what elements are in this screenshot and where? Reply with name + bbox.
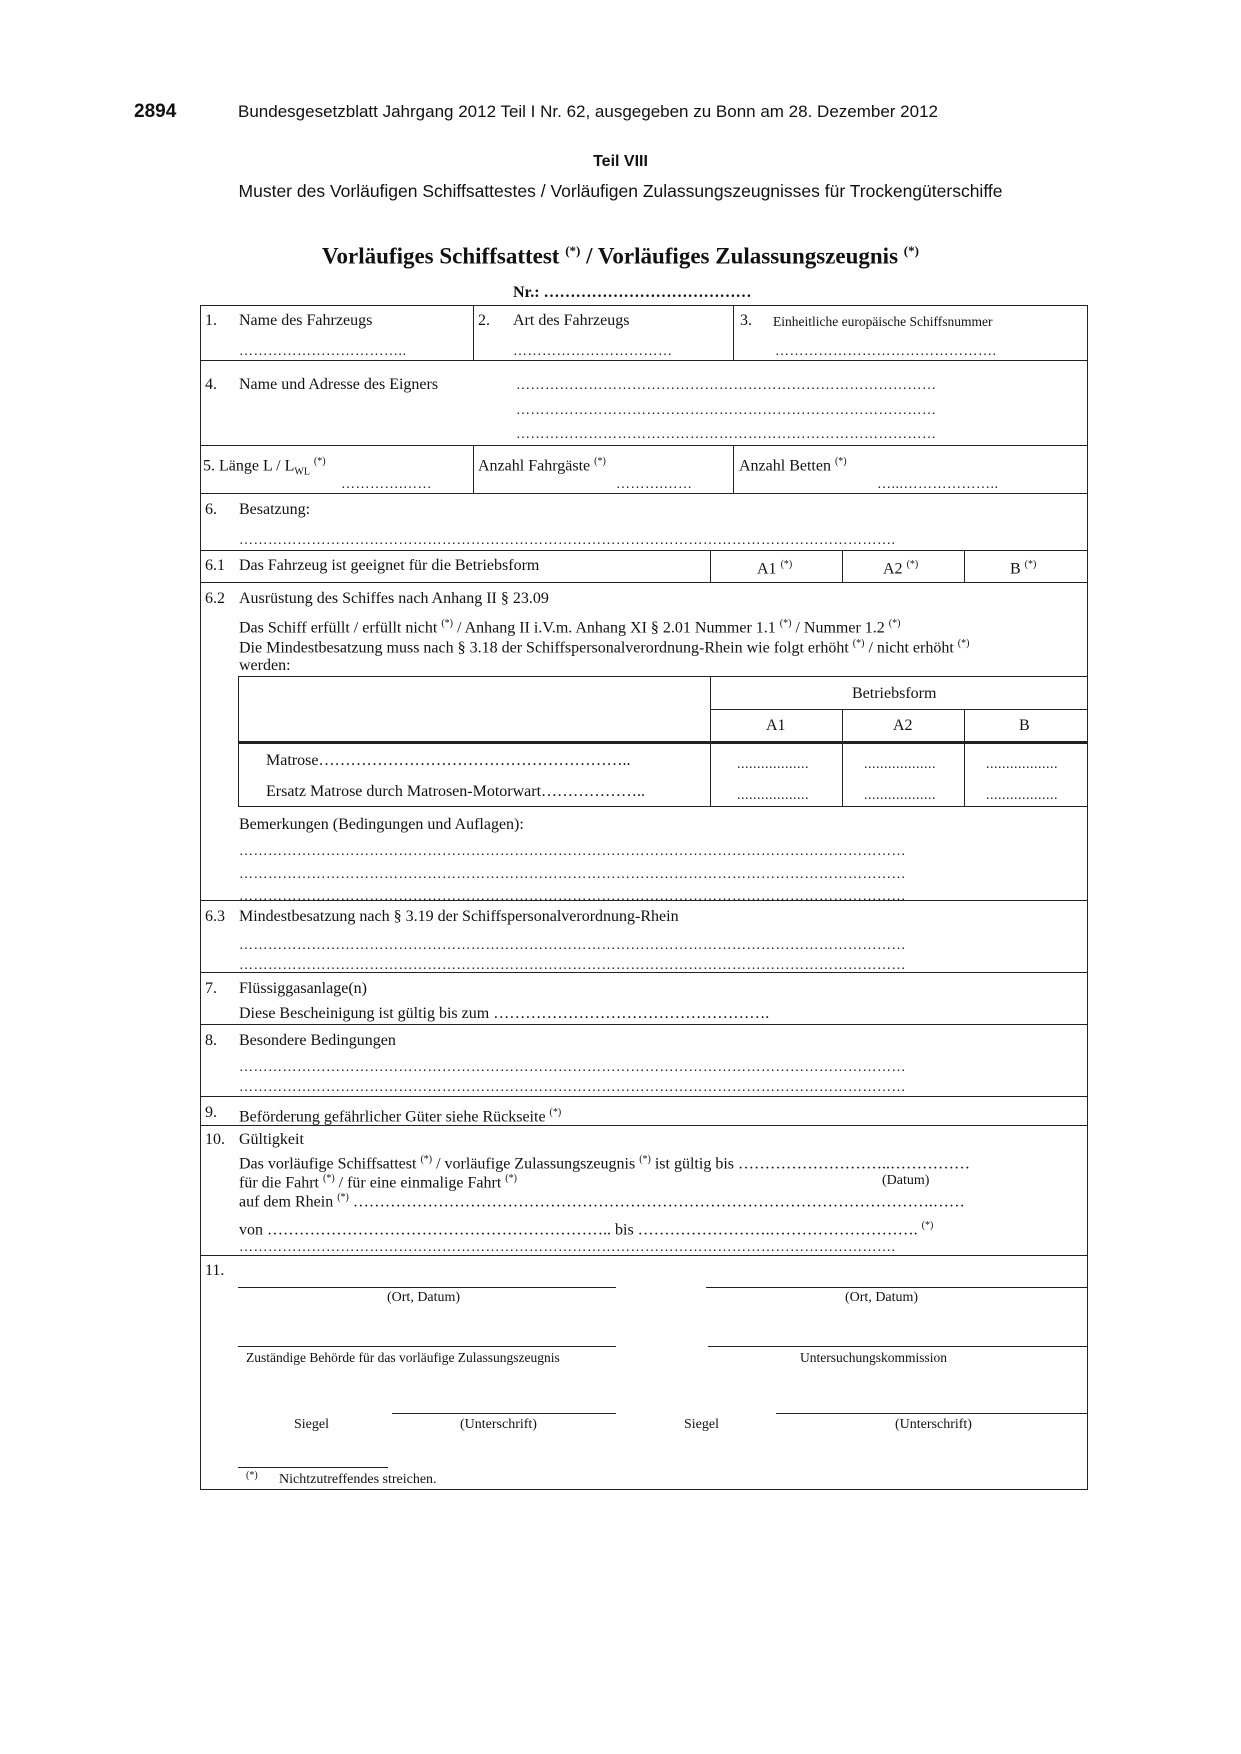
passengers-field[interactable]: ……….……: [616, 477, 693, 492]
ersatz-label: Ersatz Matrose durch Matrosen-Motorwart………………..: [266, 783, 646, 800]
eni-number-field[interactable]: ……………………………………….: [775, 344, 997, 359]
field-2-label: Art des Fahrzeugs: [513, 312, 630, 329]
bemerkungen-line-3[interactable]: …………………………………………………………………………………………………………………………: [239, 889, 906, 904]
unterschrift-left: (Unterschrift): [460, 1417, 537, 1432]
field-5-label: 5. Länge L / $L_{WL}$ (*): [203, 456, 326, 478]
field-10-line-1: Das vorläufige Schiffsattest (*) / vorläufige Zulassungszeugnis (*) ist gültig bis ………………………..……………: [239, 1154, 970, 1173]
field-9-number: 9.: [205, 1104, 217, 1121]
option-b[interactable]: B (*): [1010, 559, 1037, 578]
field-10-label: Gültigkeit: [239, 1131, 304, 1148]
matrose-b-field[interactable]: ..................: [986, 757, 1058, 772]
min-crew-line-1[interactable]: …………………………………………………………………………………………………………………………: [239, 938, 906, 953]
footnote-text: Nichtzutreffendes streichen.: [279, 1472, 437, 1487]
siegel-left: Siegel: [294, 1417, 329, 1432]
option-a1[interactable]: A1 (*): [757, 559, 793, 578]
owner-address-line-3[interactable]: ……………………………………………………………………………: [516, 427, 937, 442]
matrose-a1-field[interactable]: ..................: [737, 757, 809, 772]
field-4-label: Name und Adresse des Eigners: [239, 376, 439, 393]
ort-datum-right: (Ort, Datum): [845, 1290, 919, 1305]
field-3-label: Einheitliche europäische Schiffsnummer: [773, 314, 993, 329]
footnote-mark: (*): [246, 1470, 258, 1481]
field-7-validity: Diese Bescheinigung ist gültig bis zum …………………………………………….: [239, 1005, 770, 1022]
datum-caption: (Datum): [882, 1173, 930, 1188]
field-4-number: 4.: [205, 376, 217, 393]
ersatz-a1-field[interactable]: ..................: [737, 788, 809, 803]
ersatz-a2-field[interactable]: ..................: [864, 788, 936, 803]
field-6-2-title: Ausrüstung des Schiffes nach Anhang II § 23.09: [239, 590, 549, 607]
field-6-2-line-3: werden:: [239, 657, 291, 674]
field-1-label: Name des Fahrzeugs: [239, 312, 373, 329]
conditions-line-2[interactable]: …………………………………………………………………………………………………………………………: [239, 1080, 906, 1095]
min-crew-line-2[interactable]: …………………………………………………………………………………………………………………………: [239, 958, 906, 973]
owner-address-line-2[interactable]: ……………………………………………………………………………: [516, 403, 937, 418]
field-6-label: Besatzung:: [239, 501, 311, 518]
kommission-caption: Untersuchungskommission: [800, 1350, 947, 1365]
page-number: 2894: [134, 101, 177, 122]
siegel-right: Siegel: [684, 1417, 719, 1432]
col-a2-header: A2: [893, 717, 913, 734]
matrose-a2-field[interactable]: ..................: [864, 757, 936, 772]
length-field[interactable]: ………….……: [341, 477, 432, 492]
unterschrift-right: (Unterschrift): [895, 1417, 972, 1432]
field-8-label: Besondere Bedingungen: [239, 1032, 396, 1049]
field-6-2-number: 6.2: [205, 590, 225, 607]
field-6-1-number: 6.1: [205, 557, 225, 574]
vessel-name-field[interactable]: ……………………………..: [239, 344, 407, 359]
field-10-line-2: für die Fahrt (*) / für eine einmalige Fahrt (*): [239, 1173, 517, 1192]
field-6-3-label: Mindestbesatzung nach § 3.19 der Schiffspersonalverordnung-Rhein: [239, 908, 679, 925]
field-10-line-3: auf dem Rhein (*) ……………………………………………………………………………………………….……: [239, 1192, 965, 1211]
bemerkungen-line-2[interactable]: …………………………………………………………………………………………………………………………: [239, 867, 906, 882]
bemerkungen-line-1[interactable]: …………………………………………………………………………………………………………………………: [239, 844, 906, 859]
field-9-label: Beförderung gefährlicher Güter siehe Rückseite (*): [239, 1107, 562, 1126]
option-a2[interactable]: A2 (*): [883, 559, 919, 578]
betriebsform-header: Betriebsform: [852, 685, 937, 702]
form-title: Vorläufiges Schiffsattest (*) / Vorläufiges Zulassungszeugnis (*): [322, 243, 919, 269]
field-5c-label: Anzahl Betten (*): [739, 456, 847, 475]
field-3-number: 3.: [740, 312, 752, 329]
field-7-label: Flüssiggasanlage(n): [239, 980, 367, 997]
col-b-header: B: [1019, 717, 1030, 734]
col-a1-header: A1: [766, 717, 786, 734]
field-10-route: von ……………………………………………………….. bis …………………….………………………. (*): [239, 1220, 934, 1239]
field-7-number: 7.: [205, 980, 217, 997]
field-2-number: 2.: [478, 312, 490, 329]
owner-address-line-1[interactable]: ……………………………………………………………………………: [516, 378, 937, 393]
matrose-label: Matrose…………………………………………………..: [266, 752, 631, 769]
page-subtitle: Muster des Vorläufigen Schiffsattestes / Vorläufigen Zulassungszeugnisses für Trockengüterschiffe: [238, 181, 1003, 201]
field-6-2-line-1: Das Schiff erfüllt / erfüllt nicht (*) / Anhang II i.V.m. Anhang XI § 2.01 Nummer 1.1 (*) / Nummer 1.2 (*): [239, 618, 901, 637]
part-heading: Teil VIII: [593, 153, 648, 170]
field-6-1-label: Das Fahrzeug ist geeignet für die Betriebsform: [239, 557, 540, 574]
conditions-line-1[interactable]: …………………………………………………………………………………………………………………………: [239, 1060, 906, 1075]
field-6-number: 6.: [205, 501, 217, 518]
field-10-line-5[interactable]: ……………………………………………………………………………………………………………………….: [239, 1240, 896, 1255]
ort-datum-left: (Ort, Datum): [387, 1290, 461, 1305]
field-11-number: 11.: [205, 1262, 225, 1279]
bemerkungen-label: Bemerkungen (Bedingungen und Auflagen):: [239, 816, 524, 833]
field-1-number: 1.: [205, 312, 217, 329]
behoerde-caption: Zuständige Behörde für das vorläufige Zulassungszeugnis: [246, 1350, 560, 1365]
vessel-type-field[interactable]: ……………………………: [513, 344, 673, 359]
field-5b-label: Anzahl Fahrgäste (*): [478, 456, 606, 475]
field-10-number: 10.: [205, 1131, 225, 1148]
field-8-number: 8.: [205, 1032, 217, 1049]
crew-field[interactable]: ……………………………………………………………………………………………………………………….: [239, 533, 896, 548]
gazette-line: Bundesgesetzblatt Jahrgang 2012 Teil I Nr. 62, ausgegeben zu Bonn am 28. Dezember 2012: [238, 102, 938, 121]
certificate-number[interactable]: Nr.: …………………………………: [513, 284, 752, 301]
beds-field[interactable]: …...………………..: [877, 477, 999, 492]
field-6-2-line-2: Die Mindestbesatzung muss nach § 3.18 der Schiffspersonalverordnung-Rhein wie folgt erhöht (*) / nicht erhöht (*): [239, 638, 970, 657]
ersatz-b-field[interactable]: ..................: [986, 788, 1058, 803]
field-6-3-number: 6.3: [205, 908, 225, 925]
